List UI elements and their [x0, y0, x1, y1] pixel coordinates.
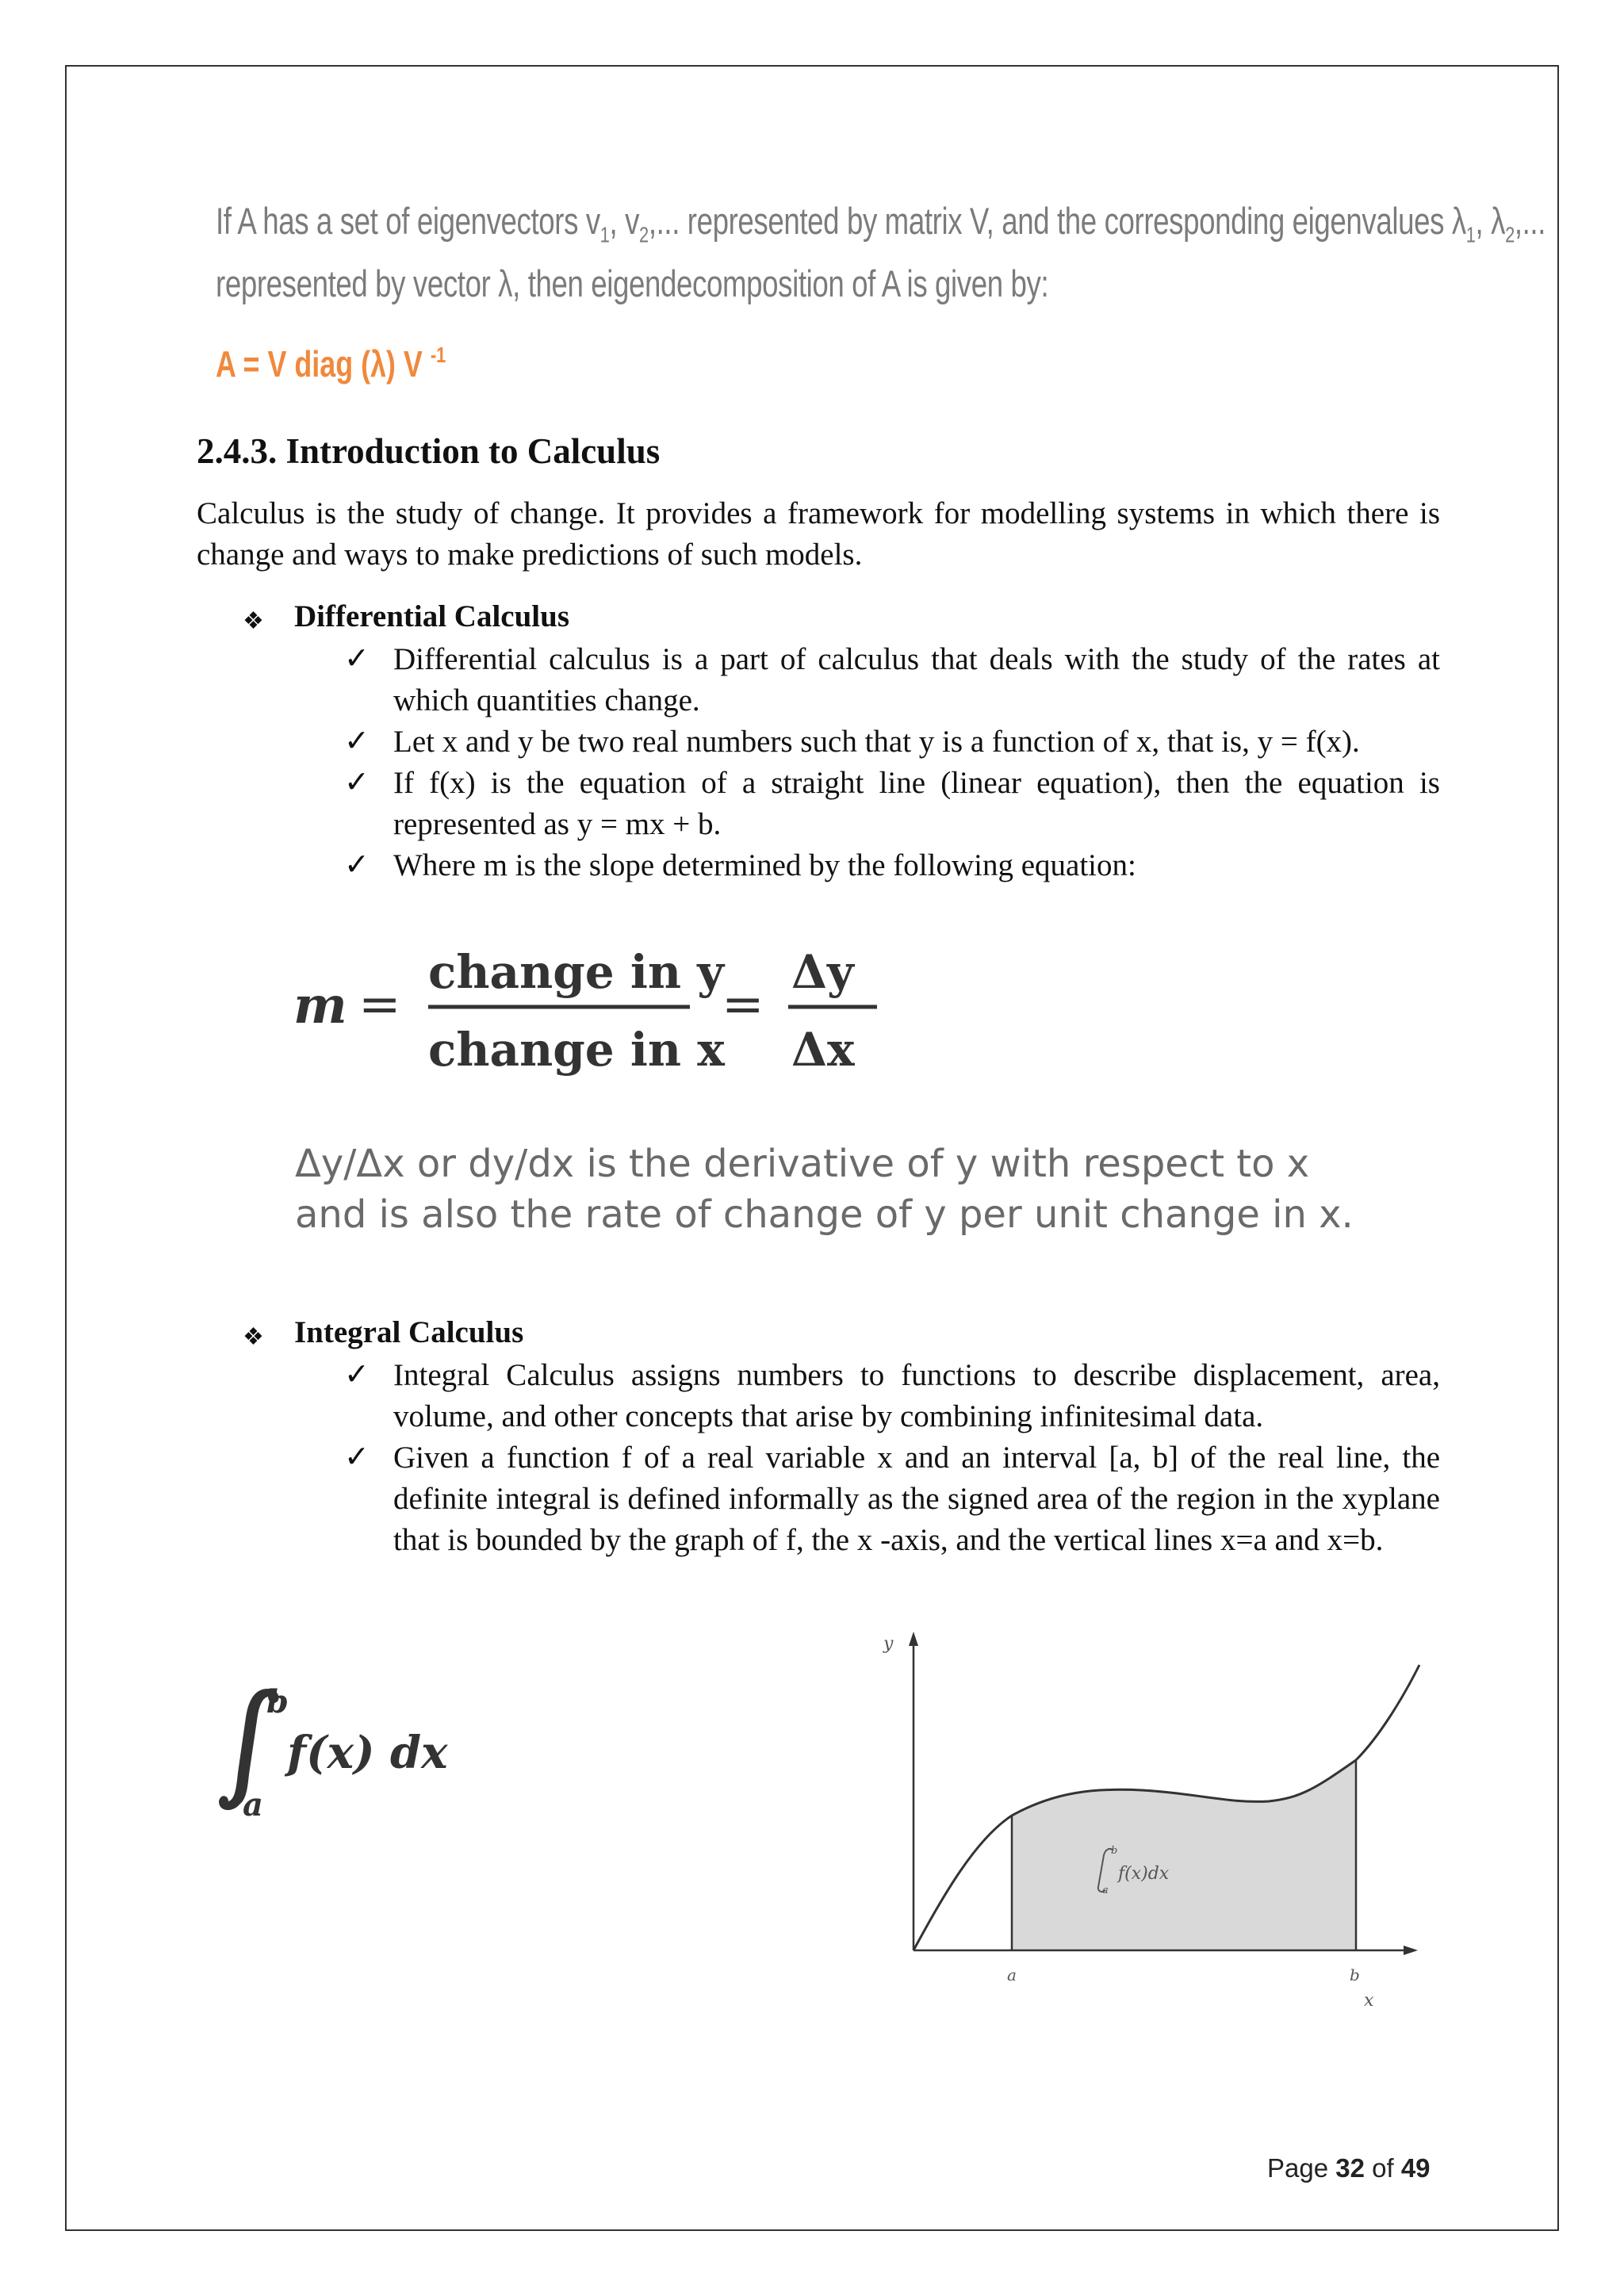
- check-icon: ✓: [344, 725, 370, 758]
- check-icon: ✓: [344, 642, 370, 675]
- eigen-line-1: If A has a set of eigenvectors $v_1$, $v_2$,... represented by matrix V, and the corresponding eigenvalues $\lambda_1$, $\lambda_2$,...: [216, 200, 1546, 247]
- integral-title: Integral Calculus: [294, 1315, 524, 1349]
- area-under-curve-graph: [856, 1617, 1427, 2030]
- eigen-statement: [216, 197, 1546, 308]
- x-axis-arrow-icon: [1404, 1946, 1418, 1955]
- section-heading: 2.4.3. Introduction to Calculus: [197, 431, 661, 471]
- area-label: f(x)dx: [1118, 1864, 1170, 1884]
- derivative-note-line-1: Δy/Δx or dy/dx is the derivative of y with respect to x: [295, 1142, 1310, 1186]
- y-axis-arrow-icon: [909, 1632, 918, 1646]
- area-upper-limit: b: [1111, 1845, 1118, 1857]
- equals-sign-2: =: [722, 975, 764, 1034]
- integral-lower-limit: a: [243, 1786, 263, 1820]
- definite-integral-formula: [211, 1686, 449, 1820]
- integral-item-1: Integral Calculus assigns numbers to functions to describe displacement, area, volume, and other concepts that arise by combining infinitesimal data.: [393, 1358, 1440, 1433]
- derivative-note: [295, 1138, 1354, 1240]
- check-icon: ✓: [344, 1358, 370, 1391]
- slope-symbol: m: [293, 976, 347, 1035]
- numerator: change in y: [428, 945, 724, 999]
- b-label: b: [1350, 1965, 1360, 1984]
- diamond-bullet-icon: ❖: [243, 1324, 264, 1350]
- differential-item-1: Differential calculus is a part of calculus that deals with the study of the rates at which quantities change.: [393, 642, 1440, 718]
- integral-upper-limit: b: [266, 1686, 289, 1720]
- diamond-bullet-icon: ❖: [243, 608, 264, 634]
- eigen-line-2: represented by vector λ, then eigendecomposition of A is given by:: [216, 262, 1049, 305]
- check-icon: ✓: [344, 848, 370, 882]
- area-lower-limit: a: [1102, 1885, 1109, 1896]
- differential-title: Differential Calculus: [294, 599, 570, 633]
- section-intro: Calculus is the study of change. It provides a framework for modelling systems in which there is change and ways to make predictions of such models.: [197, 496, 1440, 572]
- differential-item-4: Where m is the slope determined by the following equation:: [393, 848, 1136, 882]
- differential-item-3: If f(x) is the equation of a straight line (linear equation), then the equation is represented as y = mx + b.: [393, 766, 1440, 841]
- y-axis-label: y: [883, 1634, 894, 1654]
- integral-item-2: Given a function f of a real variable x and an interval [a, b] of the real line, the definite integral is defined informally as the signed area of the region in the xyplane that is bounded by the graph of f, the x -axis, and the vertical lines x=a and x=b.: [393, 1441, 1440, 1557]
- derivative-note-line-2: and is also the rate of change of y per unit change in x.: [295, 1192, 1354, 1237]
- delta-y: Δy: [791, 945, 854, 999]
- slope-equation: [293, 936, 896, 1078]
- check-icon: ✓: [344, 766, 370, 799]
- a-label: a: [1007, 1965, 1017, 1984]
- eigen-formula: A = V diag (λ) V $^{-1}$: [216, 342, 446, 385]
- delta-x: Δx: [791, 1023, 855, 1077]
- denominator: change in x: [428, 1023, 725, 1077]
- equals-sign: =: [358, 975, 401, 1034]
- differential-item-2: Let x and y be two real numbers such that y is a function of x, that is, y = f(x).: [393, 725, 1360, 759]
- x-axis-label: x: [1364, 1991, 1374, 2011]
- check-icon: ✓: [344, 1441, 370, 1474]
- integrand: f(x) dx: [287, 1727, 448, 1779]
- page-number: Page 32 of 49: [1267, 2153, 1431, 2183]
- shaded-area: [1012, 1760, 1356, 1950]
